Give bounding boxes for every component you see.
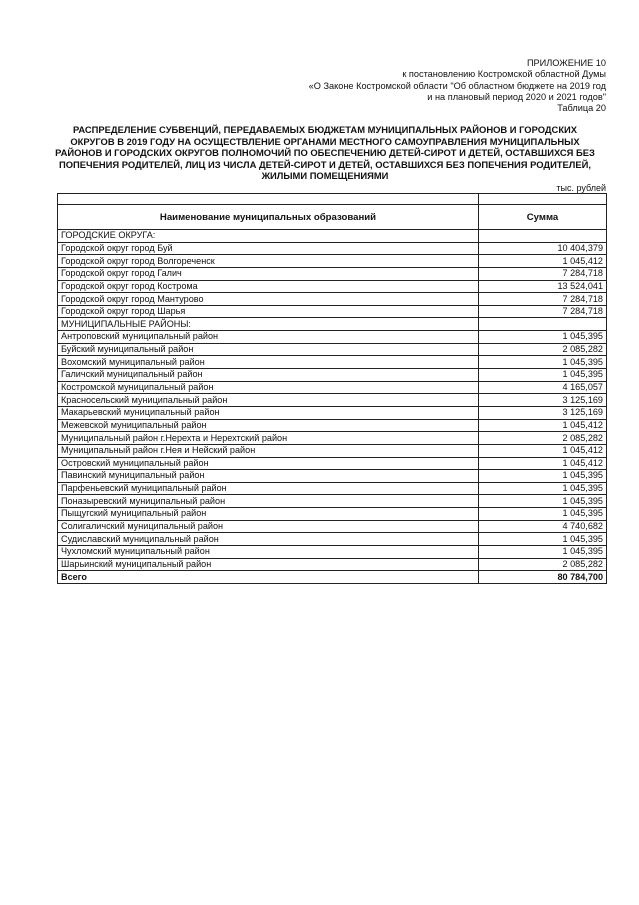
table-row [58,255,607,268]
table-row [58,356,607,369]
subvention-amount: 1 045,395 [479,533,607,546]
municipality-name: Солигаличский муниципальный район [58,520,479,533]
municipality-name: Муниципальный район г.Нея и Нейский район [58,444,479,457]
municipality-name: Павинский муниципальный район [58,470,479,483]
municipality-name: Островский муниципальный район [58,457,479,470]
subvention-amount: 1 045,412 [479,419,607,432]
subvention-amount: 10 404,379 [479,242,607,255]
municipality-name: Городской округ город Волгореченск [58,255,479,268]
column-header-sum: Сумма [479,205,607,230]
municipality-name: Городской округ город Шарья [58,305,479,318]
table-row [58,533,607,546]
table-row [58,406,607,419]
table-body [58,230,607,584]
table-row [58,419,607,432]
table-row [58,293,607,306]
municipality-name: Чухломский муниципальный район [58,546,479,559]
section-label: ГОРОДСКИЕ ОКРУГА: [58,230,479,243]
total-amount: 80 784,700 [479,571,607,584]
table-row [58,546,607,559]
subvention-amount: 4 165,057 [479,381,607,394]
table-number: Таблица 20 [557,103,606,114]
appendix-number: ПРИЛОЖЕНИЕ 10 [526,58,606,68]
column-header-name: Наименование муниципальных образований [58,205,479,230]
municipality-name: Костромской муниципальный район [58,381,479,394]
table-row [58,381,607,394]
subvention-amount: 3 125,169 [479,406,607,419]
municipality-name: Межевской муниципальный район [58,419,479,432]
units-label: тыс. рублей [556,183,606,193]
section-row-city-districts [58,230,607,243]
table-top-gap [58,194,607,205]
table-row [58,508,607,521]
table-row [58,470,607,483]
municipality-name: Парфеньевский муниципальный район [58,482,479,495]
subvention-amount: 1 045,395 [479,356,607,369]
subvention-amount: 2 085,282 [479,343,607,356]
table-row [58,305,607,318]
table-row [58,432,607,445]
table-row [58,369,607,382]
municipality-name: Городской округ город Галич [58,267,479,280]
subvention-amount: 7 284,718 [479,293,607,306]
table-row [58,267,607,280]
subvention-amount: 1 045,395 [479,331,607,344]
table-row [58,394,607,407]
municipality-name: Красносельский муниципальный район [58,394,479,407]
appendix-ref: к постановлению Костромской областной Думы [402,69,606,80]
municipality-name: Антроповский муниципальный район [58,331,479,344]
subvention-amount: 1 045,395 [479,546,607,559]
table-row [58,520,607,533]
subvention-amount: 2 085,282 [479,432,607,445]
document-title: РАСПРЕДЕЛЕНИЕ СУБВЕНЦИЙ, ПЕРЕДАВАЕМЫХ БЮДЖЕТАМ МУНИЦИПАЛЬНЫХ РАЙОНОВ И ГОРОДСКИХ ОКРУГОВ В 2019 ГОДУ НА ОСУЩЕСТВЛЕНИЕ ОРГАНАМИ МЕСТНОГО САМОУПРАВЛЕНИЯ МУНИЦИПАЛЬНЫХ РАЙОНОВ И ГОРОДСКИХ ОКРУГОВ ПОЛНОМОЧИЙ ПО ОБЕСПЕЧЕНИЮ ДЕТЕЙ-СИРОТ И ДЕТЕЙ, ОСТАВШИХСЯ БЕЗ ПОПЕЧЕНИЯ РОДИТЕЛЕЙ, ЛИЦ ИЗ ЧИСЛА ДЕТЕЙ-СИРОТ И ДЕТЕЙ, ОСТАВШИХСЯ БЕЗ ПОПЕЧЕНИЯ РОДИТЕЛЕЙ, ЖИЛЫМИ ПОМЕЩЕНИЯМИ [55,124,595,182]
subvention-amount: 1 045,395 [479,508,607,521]
table-row [58,495,607,508]
subvention-amount: 7 284,718 [479,267,607,280]
subvention-amount: 1 045,395 [479,470,607,483]
municipality-name: Вохомский муниципальный район [58,356,479,369]
table-row [58,482,607,495]
subvention-amount: 1 045,395 [479,369,607,382]
table-header-row [58,205,607,230]
table-row [58,558,607,571]
subvention-amount: 7 284,718 [479,305,607,318]
municipality-name: Шарьинский муниципальный район [58,558,479,571]
total-row [58,571,607,584]
municipality-name: Пыщугский муниципальный район [58,508,479,521]
subvention-amount: 1 045,412 [479,457,607,470]
subvention-amount: 2 085,282 [479,558,607,571]
section-row-municipal-districts [58,318,607,331]
table-row [58,280,607,293]
table-row [58,457,607,470]
section-label: МУНИЦИПАЛЬНЫЕ РАЙОНЫ: [58,318,479,331]
appendix-law: «О Законе Костромской области "Об областном бюджете на 2019 год [308,80,606,91]
appendix-period: и на плановый период 2020 и 2021 годов" [427,91,606,102]
municipality-name: Буйский муниципальный район [58,343,479,356]
municipality-name: Муниципальный район г.Нерехта и Нерехтский район [58,432,479,445]
appendix-header [309,58,606,114]
municipality-name: Городской округ город Буй [58,242,479,255]
municipality-name: Галичский муниципальный район [58,369,479,382]
table-row [58,242,607,255]
municipality-name: Городской округ город Мантурово [58,293,479,306]
subvention-amount: 13 524,041 [479,280,607,293]
subvention-amount: 1 045,412 [479,255,607,268]
municipality-name: Городской округ город Кострома [58,280,479,293]
municipality-name: Судиславский муниципальный район [58,533,479,546]
subvention-amount: 1 045,395 [479,495,607,508]
municipality-name: Макарьевский муниципальный район [58,406,479,419]
subvention-amount: 1 045,395 [479,482,607,495]
table-row [58,444,607,457]
table-row [58,343,607,356]
total-label: Всего [58,571,479,584]
subvention-amount: 4 740,682 [479,520,607,533]
table-row [58,331,607,344]
municipality-name: Поназыревский муниципальный район [58,495,479,508]
subventions-table [57,193,607,584]
subvention-amount: 3 125,169 [479,394,607,407]
subvention-amount: 1 045,412 [479,444,607,457]
